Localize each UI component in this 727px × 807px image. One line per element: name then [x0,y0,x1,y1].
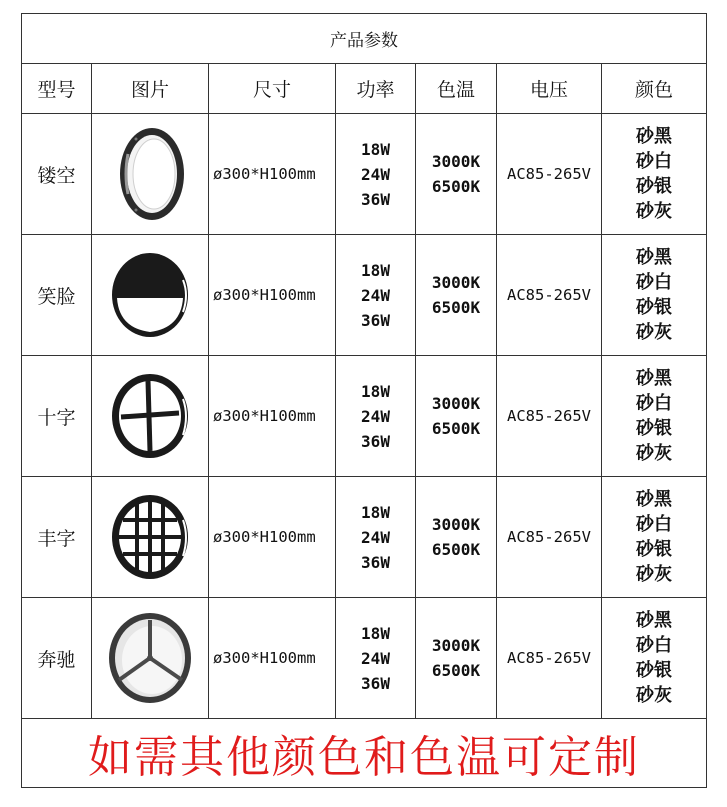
power-value: 18W [361,381,390,401]
size-cell: ø300*H100mm [209,235,336,356]
color-option: 砂灰 [636,322,673,343]
power-value: 18W [361,502,390,522]
color-option: 砂黑 [636,247,673,268]
power-cell [336,114,416,235]
power-value: 36W [361,310,390,330]
multi-grid-lamp-icon [109,492,191,582]
color-temp-value: 3000K [431,273,481,292]
color-cell [602,114,707,235]
power-value: 24W [361,648,390,668]
smile-half-lamp-icon [109,250,191,340]
power-value: 18W [361,623,390,643]
header-size: 尺寸 [209,64,336,114]
color-option: 砂灰 [636,685,673,706]
power-value: 24W [361,164,390,184]
table-row [22,477,707,598]
color-option: 砂白 [636,393,673,414]
color-temp-value: 3000K [431,152,481,171]
color-temp-cell [416,235,497,356]
color-temp-cell [416,477,497,598]
color-option: 砂黑 [636,489,673,510]
header-power: 功率 [336,64,416,114]
color-cell [602,356,707,477]
color-temp-value: 6500K [431,661,481,680]
model-cell: 镂空 [22,114,92,235]
size-cell: ø300*H100mm [209,598,336,719]
voltage-cell: AC85-265V [497,235,602,356]
color-option: 砂银 [636,539,673,560]
power-value: 36W [361,673,390,693]
image-cell [92,235,209,356]
table-title: 产品参数 [22,14,707,64]
color-temp-cell [416,114,497,235]
power-value: 36W [361,552,390,572]
color-temp-cell [416,598,497,719]
color-option: 砂灰 [636,564,673,585]
size-cell: ø300*H100mm [209,356,336,477]
color-option: 砂黑 [636,126,673,147]
model-cell: 笑脸 [22,235,92,356]
color-cell [602,598,707,719]
power-value: 18W [361,139,390,159]
size-cell: ø300*H100mm [209,114,336,235]
color-option: 砂银 [636,418,673,439]
voltage-cell: AC85-265V [497,477,602,598]
cross-grid-lamp-icon [109,371,191,461]
footer-cell [22,719,707,788]
image-cell [92,356,209,477]
image-cell [92,477,209,598]
image-cell [92,114,209,235]
voltage-cell: AC85-265V [497,598,602,719]
color-temp-value: 6500K [431,177,481,196]
power-value: 24W [361,285,390,305]
color-temp-value: 3000K [431,636,481,655]
power-cell [336,356,416,477]
power-cell [336,235,416,356]
color-temp-value: 3000K [431,515,481,534]
power-value: 24W [361,527,390,547]
power-cell [336,598,416,719]
power-value: 18W [361,260,390,280]
table-row [22,356,707,477]
table-row [22,598,707,719]
model-cell: 丰字 [22,477,92,598]
color-temp-cell [416,356,497,477]
color-option: 砂白 [636,514,673,535]
image-cell [92,598,209,719]
header-voltage: 电压 [497,64,602,114]
hollow-ring-lamp-icon [114,124,186,224]
color-option: 砂黑 [636,610,673,631]
model-cell: 奔驰 [22,598,92,719]
power-value: 36W [361,431,390,451]
size-cell: ø300*H100mm [209,477,336,598]
color-temp-value: 6500K [431,540,481,559]
power-value: 24W [361,406,390,426]
header-color: 颜色 [602,64,707,114]
product-spec-table [21,13,707,788]
voltage-cell: AC85-265V [497,114,602,235]
color-temp-value: 6500K [431,419,481,438]
header-row [22,64,707,114]
table-row [22,114,707,235]
color-option: 砂银 [636,297,673,318]
color-option: 砂白 [636,151,673,172]
color-cell [602,477,707,598]
header-image: 图片 [92,64,209,114]
model-cell: 十字 [22,356,92,477]
header-model: 型号 [22,64,92,114]
color-option: 砂银 [636,176,673,197]
power-cell [336,477,416,598]
header-color-temp: 色温 [416,64,497,114]
voltage-cell: AC85-265V [497,356,602,477]
color-temp-value: 3000K [431,394,481,413]
color-option: 砂灰 [636,201,673,222]
tri-spoke-lamp-icon [106,610,194,706]
color-option: 砂银 [636,660,673,681]
color-option: 砂白 [636,272,673,293]
color-option: 砂黑 [636,368,673,389]
color-option: 砂白 [636,635,673,656]
color-temp-value: 6500K [431,298,481,317]
color-option: 砂灰 [636,443,673,464]
customization-note: 如需其他颜色和色温可定制 [88,732,641,783]
power-value: 36W [361,189,390,209]
color-cell [602,235,707,356]
table-row [22,235,707,356]
